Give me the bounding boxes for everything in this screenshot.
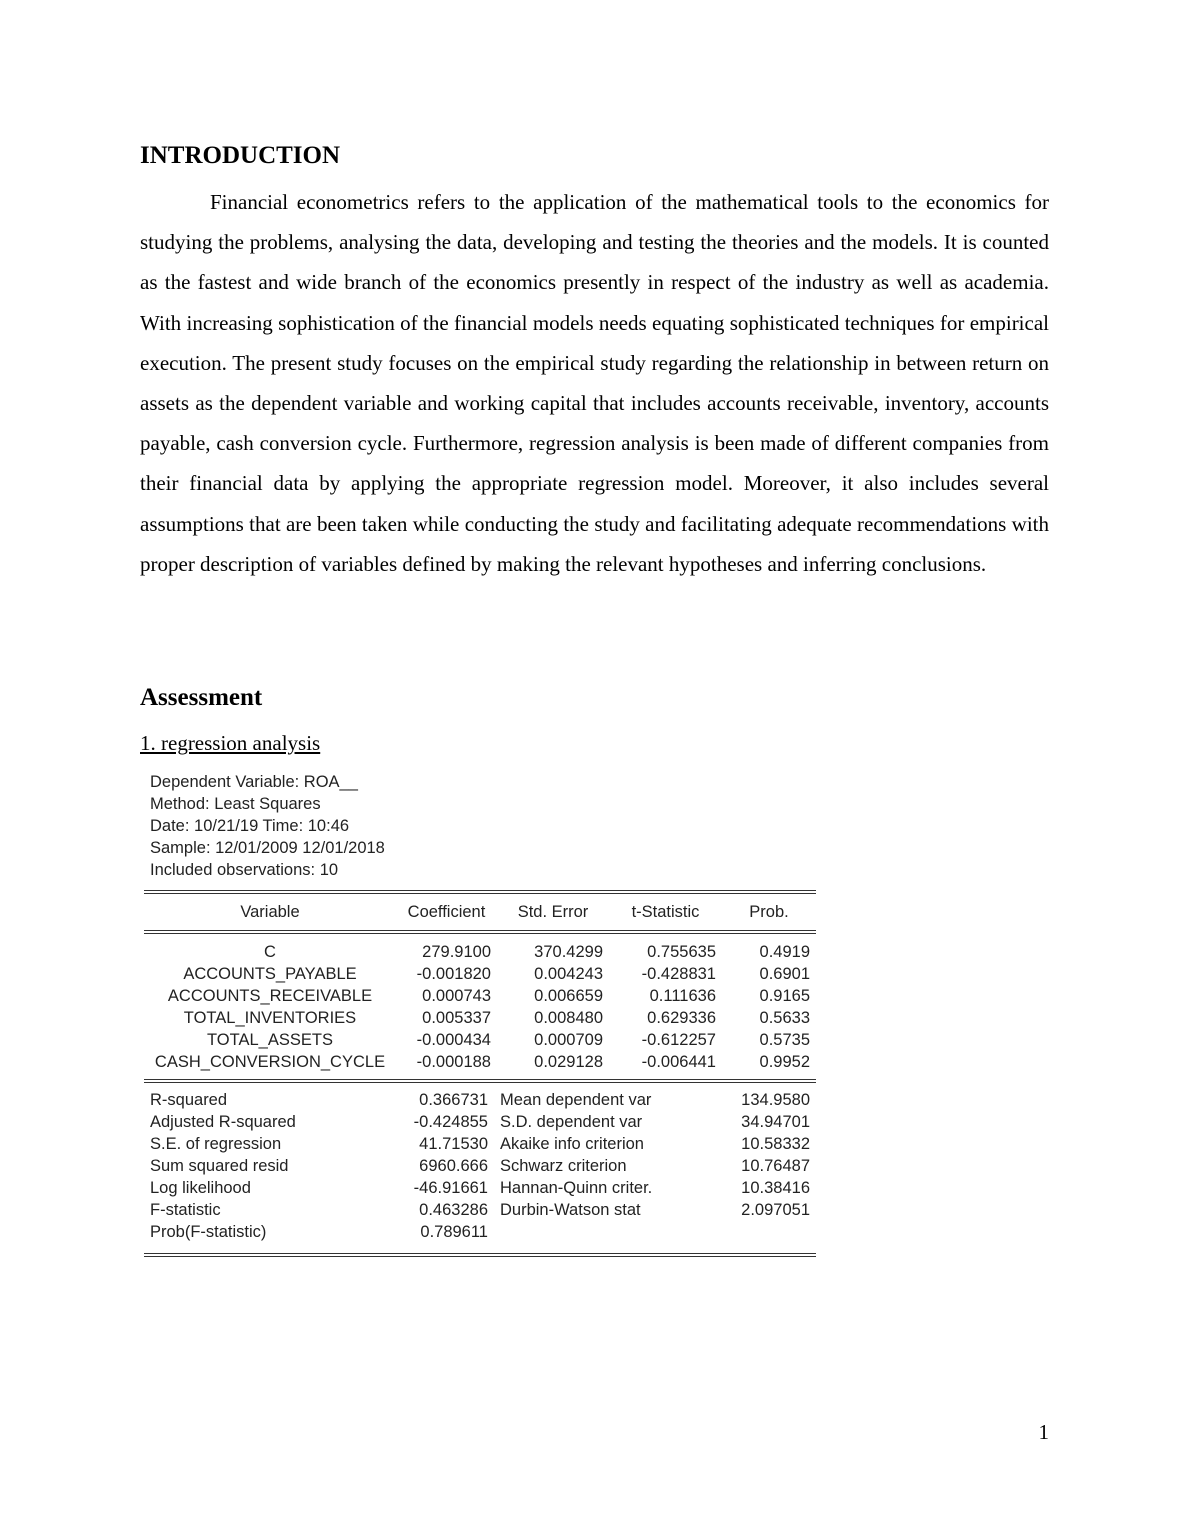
stat-label: Durbin-Watson stat [500, 1201, 641, 1219]
table-cell: 0.4919 [759, 943, 810, 961]
table-cell: -0.000188 [416, 1053, 491, 1071]
stat-value: 0.366731 [419, 1091, 488, 1109]
table-cell: 0.5633 [759, 1009, 810, 1027]
regression-analysis-subheading: 1. regression analysis [140, 731, 321, 755]
method-line: Method: Least Squares [150, 795, 321, 813]
stat-label: Sum squared resid [150, 1157, 289, 1175]
table-cell: ACCOUNTS_PAYABLE [183, 965, 357, 983]
stat-label: Mean dependent var [500, 1091, 652, 1109]
table-cell: 0.5735 [759, 1031, 810, 1049]
stat-label: S.E. of regression [150, 1135, 282, 1153]
table-cell: 0.9165 [759, 987, 810, 1005]
stat-value: -0.424855 [413, 1113, 488, 1131]
stat-label: Log likelihood [150, 1179, 251, 1197]
stat-value: 0.789611 [420, 1223, 488, 1241]
table-cell: 0.000709 [534, 1031, 603, 1049]
stat-label: F-statistic [150, 1201, 221, 1219]
table-cell: ACCOUNTS_RECEIVABLE [167, 987, 373, 1005]
table-cell: -0.006441 [641, 1053, 716, 1071]
table-cell: 0.755635 [647, 943, 716, 961]
page-number: 1 [1038, 1420, 1049, 1444]
table-rule-bottom [144, 1253, 816, 1257]
table-cell: -0.612257 [641, 1031, 716, 1049]
table-cell: TOTAL_INVENTORIES [183, 1009, 357, 1027]
stat-value: 34.94701 [741, 1113, 810, 1131]
stat-label: R-squared [150, 1091, 228, 1109]
stat-value: 41.71530 [419, 1135, 488, 1153]
stat-label: Adjusted R-squared [150, 1113, 296, 1131]
table-cell: 0.629336 [647, 1009, 716, 1027]
stat-label: Prob(F-statistic) [150, 1223, 267, 1241]
table-cell: 0.000743 [422, 987, 491, 1005]
stat-label: Akaike info criterion [500, 1135, 644, 1153]
assessment-heading: Assessment [140, 684, 263, 711]
introduction-heading: INTRODUCTION [140, 142, 341, 169]
regression-header [144, 771, 816, 881]
table-cell: 0.008480 [534, 1009, 603, 1027]
stat-value: 0.463286 [419, 1201, 488, 1219]
column-header: Prob. [749, 903, 789, 921]
regression-statistics [144, 1089, 816, 1243]
stat-value: 10.76487 [741, 1157, 810, 1175]
table-cell: 0.006659 [534, 987, 603, 1005]
table-cell: CASH_CONVERSION_CYCLE [154, 1053, 386, 1071]
table-cell: 0.029128 [534, 1053, 603, 1071]
column-header: Variable [240, 903, 300, 921]
column-header: Std. Error [517, 903, 589, 921]
coefficient-table-body [144, 941, 816, 1073]
intro-paragraph: Financial econometrics refers to the application of the mathematical tools to the economics for studying the problems, analysing the data, developing and testing the theories and the models. It is counted as the fastest and wide branch of the economics presently in respect of the industry as well as academia. With increasing sophistication of the financial models needs equating sophisticated techniques for empirical execution. The present study focuses on the empirical study regarding the relationship in between return on assets as the dependent variable and working capital that includes accounts receivable, inventory, accounts payable, cash conversion cycle. Furthermore, regression analysis is been made of different companies from their financial data by applying the appropriate regression model. Moreover, it also includes several assumptions that are been taken while conducting the study and facilitating adequate recommendations with proper description of variables defined by making the relevant hypotheses and inferring conclusions. [140, 190, 1049, 576]
table-cell: 0.9952 [759, 1053, 810, 1071]
column-header: t-Statistic [631, 903, 700, 921]
table-cell: -0.001820 [416, 965, 491, 983]
stat-value: -46.91661 [413, 1179, 488, 1197]
stat-label: Hannan-Quinn criter. [500, 1179, 653, 1197]
stat-value: 2.097051 [741, 1201, 810, 1219]
stat-label: S.D. dependent var [500, 1113, 643, 1131]
table-cell: TOTAL_ASSETS [207, 1031, 333, 1049]
stat-value: 6960.666 [419, 1157, 488, 1175]
table-cell: 0.004243 [534, 965, 603, 983]
stat-label [494, 1221, 716, 1243]
stat-value: 134.9580 [741, 1091, 810, 1109]
table-cell: C [264, 943, 276, 961]
table-cell: 0.111636 [649, 987, 716, 1005]
table-cell: -0.428831 [641, 965, 716, 983]
regression-output [144, 771, 816, 1257]
date-time-line: Date: 10/21/19 Time: 10:46 [150, 817, 350, 835]
table-cell: 370.4299 [534, 943, 603, 961]
sample-line: Sample: 12/01/2009 12/01/2018 [150, 839, 385, 857]
table-cell: -0.000434 [416, 1031, 491, 1049]
column-header: Coefficient [407, 903, 486, 921]
table-cell: 0.6901 [759, 965, 810, 983]
table-cell: 279.9100 [422, 943, 491, 961]
table-cell: 0.005337 [422, 1009, 491, 1027]
observations-line: Included observations: 10 [150, 861, 339, 879]
stat-value: 10.58332 [741, 1135, 810, 1153]
stat-label: Schwarz criterion [500, 1157, 627, 1175]
dependent-variable-line: Dependent Variable: ROA__ [150, 773, 358, 791]
coefficient-table-header [144, 894, 816, 930]
stat-value: 10.38416 [741, 1179, 810, 1197]
stat-value [716, 1221, 816, 1243]
